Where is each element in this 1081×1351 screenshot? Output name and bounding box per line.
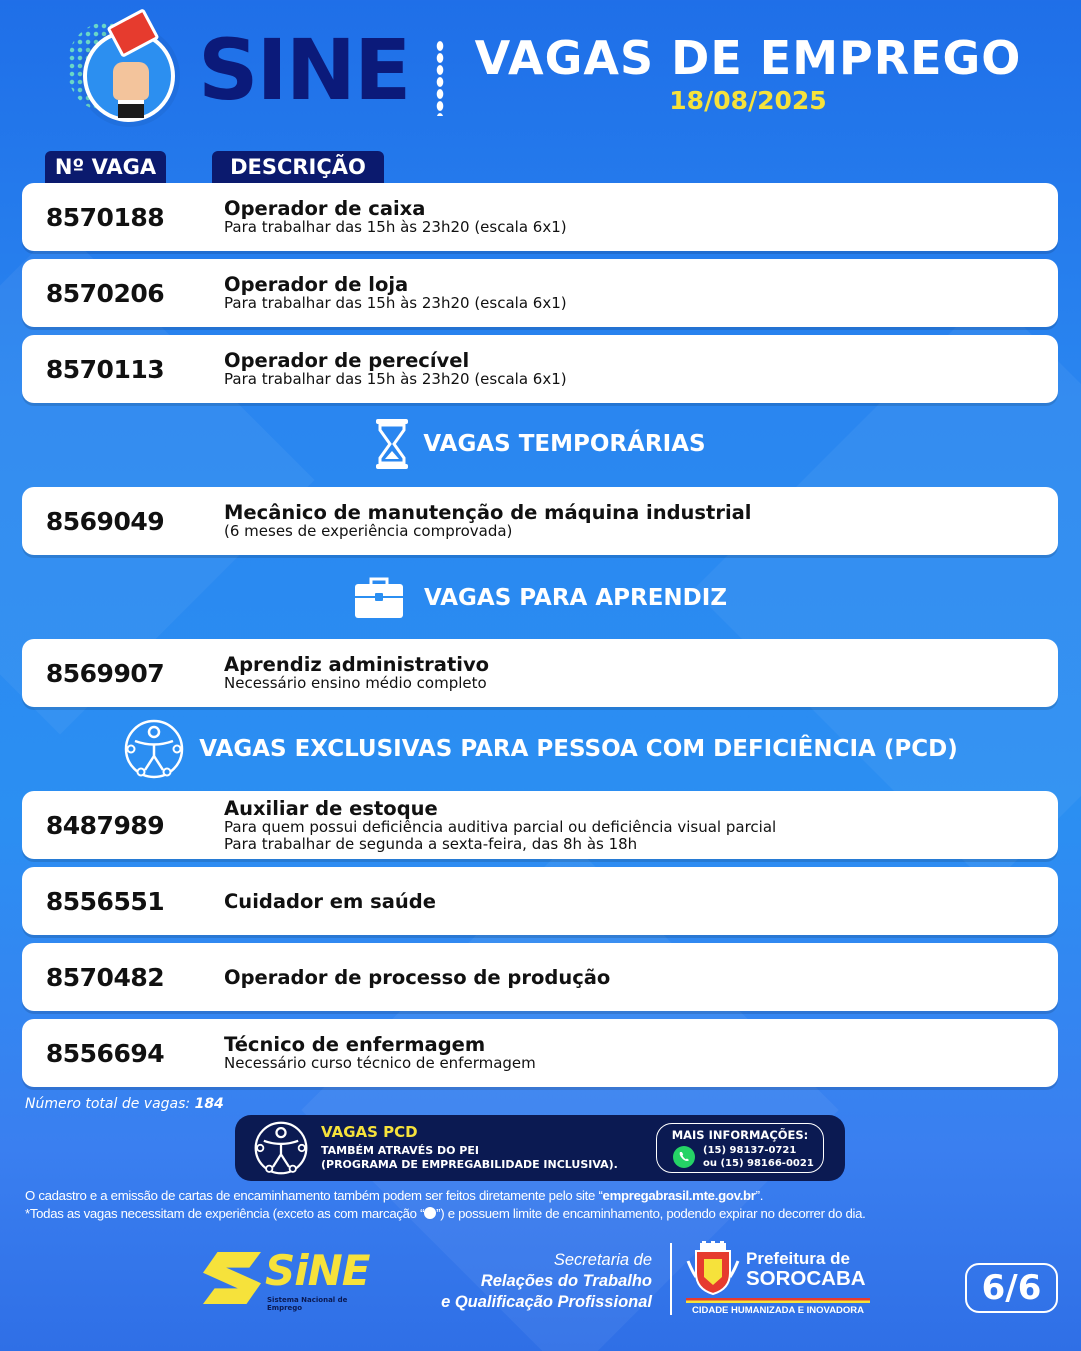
- contact-phone: (15) 98137-0721: [703, 1145, 797, 1156]
- job-number: 8556694: [45, 1038, 165, 1068]
- accessibility-icon: [253, 1120, 309, 1176]
- job-detail: (6 meses de experiência comprovada): [224, 522, 513, 540]
- job-title: Operador de perecível: [224, 349, 470, 372]
- sine-footer-brand: SiNE: [265, 1246, 370, 1295]
- hourglass-icon: [375, 418, 409, 470]
- job-row: [22, 259, 1058, 327]
- divider-dots: [436, 40, 444, 116]
- sine-footer-logo: [203, 1246, 378, 1312]
- footnote-text: ”.: [755, 1188, 764, 1203]
- section-title: VAGAS PARA APRENDIZ: [423, 585, 727, 611]
- sine-footer-sub: Sistema Nacional de Emprego: [267, 1296, 348, 1312]
- job-number: 8556551: [45, 886, 165, 916]
- job-row: [22, 791, 1058, 859]
- prefeitura-logo: [746, 1250, 866, 1290]
- section-title: VAGAS TEMPORÁRIAS: [423, 431, 706, 457]
- job-row: [22, 183, 1058, 251]
- column-number-header: Nº VAGA: [45, 151, 166, 183]
- section-temporarias: [0, 418, 1081, 470]
- section-title: VAGAS EXCLUSIVAS PARA PESSOA COM DEFICIÊNCIA (PCD): [199, 736, 958, 762]
- total-jobs: [25, 1096, 224, 1112]
- pcd-banner-text: [321, 1144, 618, 1172]
- job-detail: Necessário ensino médio completo: [224, 674, 487, 692]
- section-aprendiz: [0, 575, 1081, 621]
- job-row: [22, 335, 1058, 403]
- job-title: Técnico de enfermagem: [224, 1033, 486, 1056]
- footnote-line: [25, 1187, 866, 1205]
- sine-s-icon: [203, 1252, 261, 1304]
- prefeitura-slogan: CIDADE HUMANIZADA E INOVADORA: [691, 1305, 865, 1316]
- job-title: Auxiliar de estoque: [224, 796, 438, 820]
- footnote-text: O cadastro e a emissão de cartas de encaminhamento também podem ser feitos diretamente pelo site “: [25, 1188, 603, 1203]
- job-description: [224, 259, 567, 327]
- pcd-banner-line: (PROGRAMA DE EMPREGABILIDADE INCLUSIVA).: [321, 1158, 618, 1171]
- page-indicator: 6/6: [965, 1263, 1058, 1313]
- prefeitura-city: SOROCABA: [746, 1267, 866, 1290]
- contact-box: [656, 1123, 824, 1173]
- job-title: Operador de caixa: [224, 197, 426, 220]
- pcd-banner-line: TAMBÉM ATRAVÉS DO PEI: [321, 1144, 479, 1157]
- job-number: 8570188: [45, 202, 165, 232]
- job-detail: Para trabalhar das 15h às 23h20 (escala 6x1): [224, 370, 567, 388]
- job-description: [224, 791, 776, 859]
- footer-divider: [670, 1243, 672, 1315]
- job-description: [224, 867, 436, 935]
- total-value: 184: [194, 1096, 224, 1112]
- contact-title: MAIS INFORMAÇÕES:: [671, 1128, 809, 1142]
- secretaria-line: e Qualificação Profissional: [441, 1293, 652, 1311]
- page-date: 18/08/2025: [669, 86, 827, 115]
- job-detail: Necessário curso técnico de enfermagem: [224, 1054, 536, 1072]
- circle-marker-icon: [424, 1207, 436, 1219]
- job-number: 8570113: [45, 354, 165, 384]
- job-description: [224, 943, 610, 1011]
- job-number: 8487989: [45, 810, 165, 840]
- site-link[interactable]: empregabrasil.mte.gov.br: [602, 1188, 756, 1203]
- job-row: [22, 639, 1058, 707]
- job-detail: Para trabalhar das 15h às 23h20 (escala 6x1): [224, 218, 567, 236]
- cuff-icon: [118, 100, 144, 118]
- job-description: [224, 639, 489, 707]
- job-title: Aprendiz administrativo: [224, 653, 490, 676]
- secretaria-line: Secretaria de: [553, 1251, 652, 1269]
- pcd-banner: [235, 1115, 845, 1181]
- job-description: [224, 183, 567, 251]
- hand-icon: [113, 62, 149, 100]
- brand-title: SINE: [198, 21, 410, 119]
- footnote-text: *Todas as vagas necessitam de experiência (exceto as com marcação “: [25, 1206, 425, 1221]
- page-title: VAGAS DE EMPREGO: [474, 31, 1022, 85]
- total-label: Número total de vagas:: [25, 1096, 191, 1112]
- job-number: 8570482: [45, 962, 165, 992]
- whatsapp-icon: [673, 1146, 695, 1168]
- job-number: 8569049: [45, 506, 165, 536]
- job-row: [22, 487, 1058, 555]
- job-number: 8569907: [45, 658, 165, 688]
- briefcase-icon: [354, 576, 404, 620]
- city-crest-icon: [686, 1241, 740, 1295]
- section-pcd: [0, 718, 1081, 780]
- column-description-header: DESCRIÇÃO: [212, 151, 384, 183]
- job-title: Operador de loja: [224, 273, 409, 296]
- pcd-banner-title: VAGAS PCD: [321, 1123, 418, 1141]
- prefeitura-stripe: [686, 1298, 870, 1303]
- footnote-line: [25, 1205, 866, 1223]
- accessibility-icon: [123, 718, 185, 780]
- job-title: Operador de processo de produção: [224, 965, 611, 989]
- footnotes: [25, 1187, 866, 1223]
- footnote-text: ”) e possuem limite de encaminhamento, podendo expirar no decorrer do dia.: [436, 1206, 866, 1221]
- job-detail: Para trabalhar das 15h às 23h20 (escala 6x1): [224, 294, 567, 312]
- job-detail: Para quem possui deficiência auditiva parcial ou deficiência visual parcial: [224, 817, 777, 836]
- prefeitura-line: Prefeitura de: [746, 1249, 850, 1268]
- job-row: [22, 1019, 1058, 1087]
- job-description: [224, 1019, 536, 1087]
- job-row: [22, 867, 1058, 935]
- secretaria-line: Relações do Trabalho: [480, 1272, 652, 1290]
- job-number: 8570206: [45, 278, 165, 308]
- job-title: Mecânico de manutenção de máquina industrial: [224, 501, 752, 524]
- job-detail: Para trabalhar de segunda a sexta-feira, das 8h às 18h: [224, 834, 638, 853]
- job-title: Cuidador em saúde: [224, 889, 436, 913]
- job-description: [224, 335, 567, 403]
- secretaria-text: [420, 1250, 652, 1313]
- job-description: [224, 487, 752, 555]
- job-row: [22, 943, 1058, 1011]
- contact-phone: ou (15) 98166-0021: [703, 1158, 814, 1169]
